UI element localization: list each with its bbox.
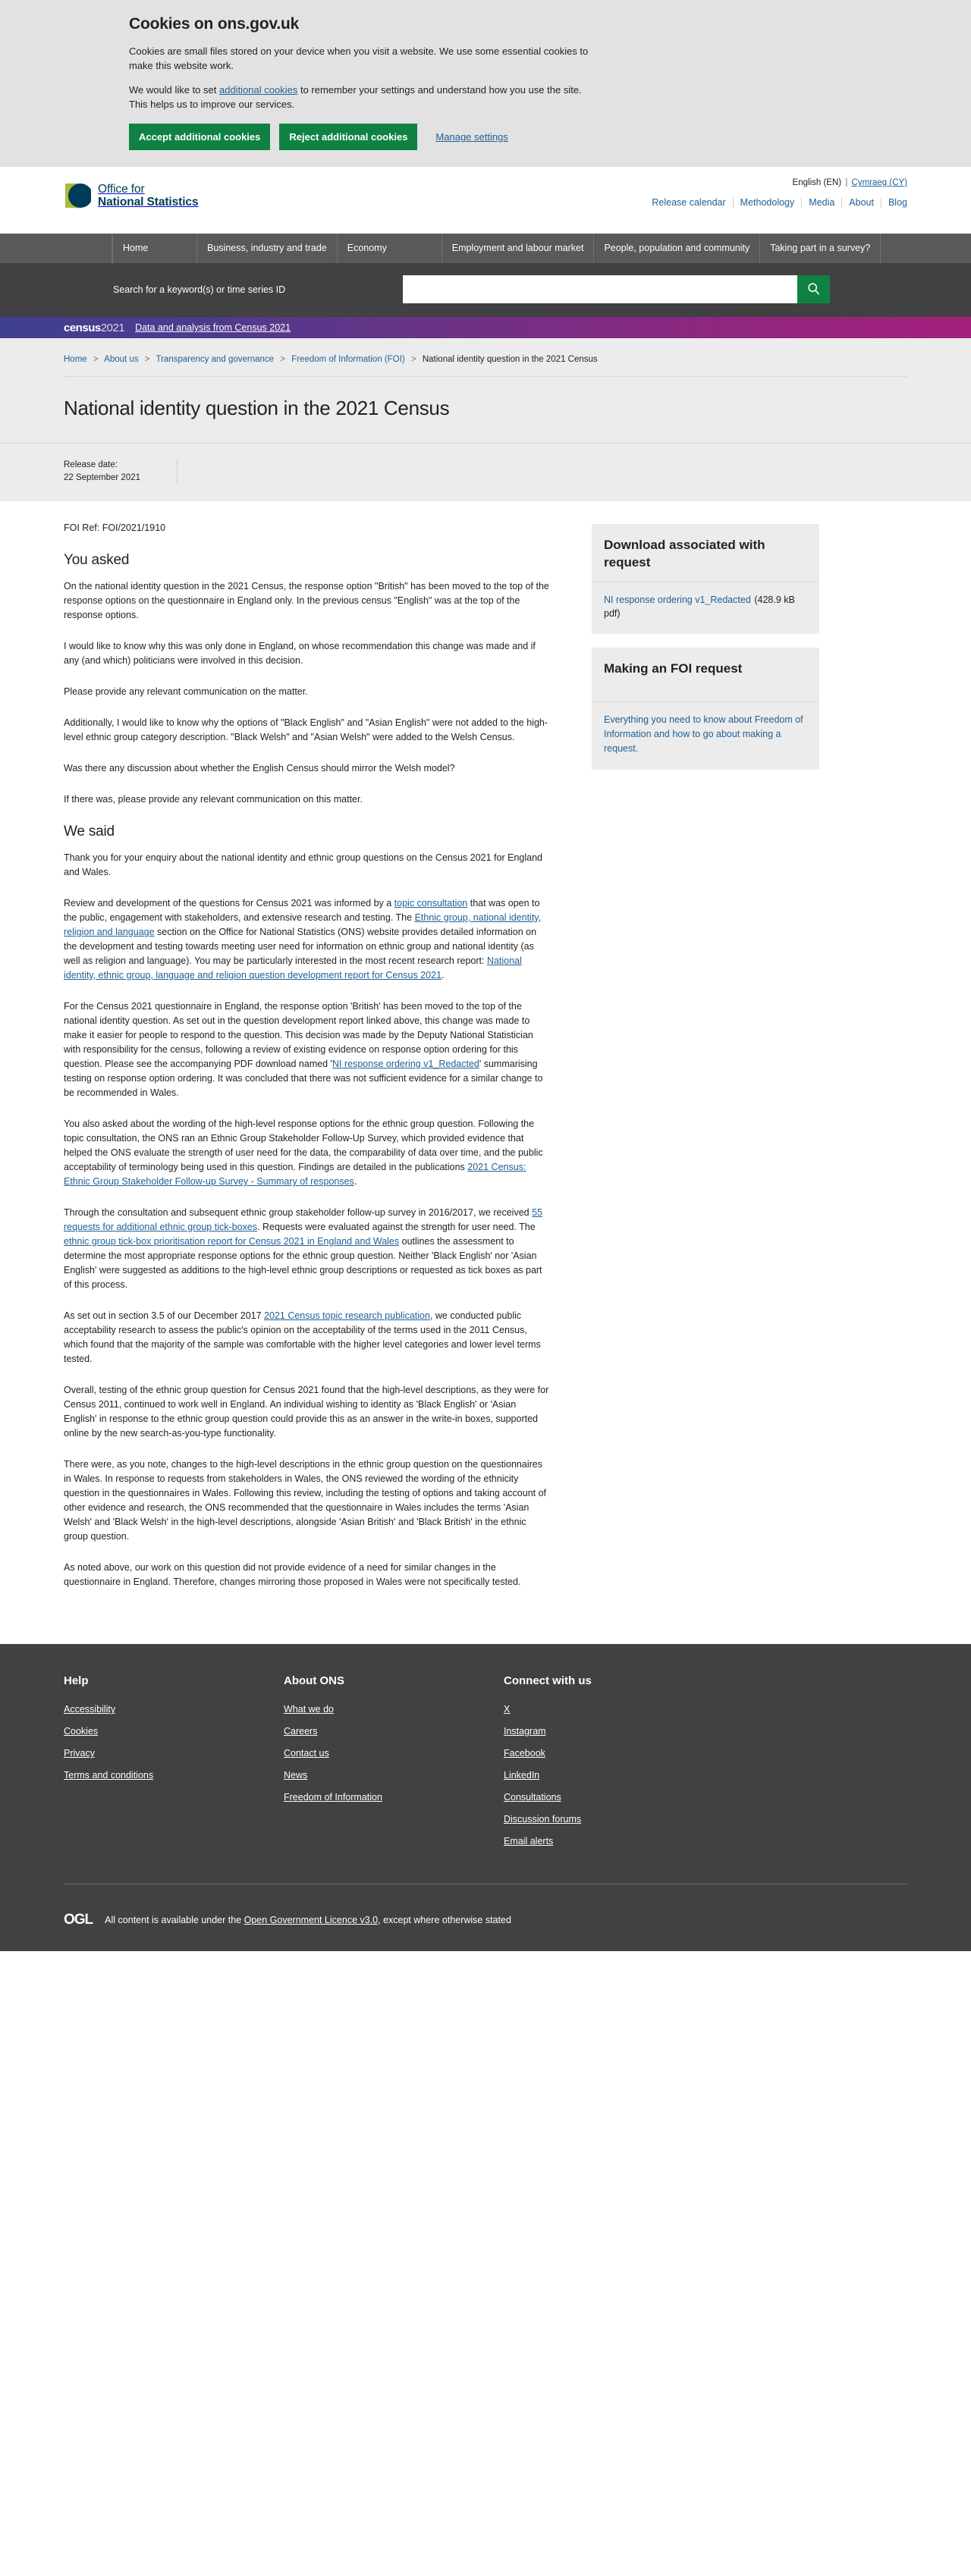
- nav-item-business-industry-and-trade[interactable]: Business, industry and trade: [197, 234, 338, 263]
- stakeholder-survey-summary-link[interactable]: 2021 Census: Ethnic Group Stakeholder Follow-up Survey - Summary of responses: [64, 1162, 526, 1187]
- header-link-methodology[interactable]: Methodology: [734, 197, 803, 208]
- header-link-blog[interactable]: Blog: [888, 197, 907, 208]
- footer-link-email-alerts[interactable]: Email alerts: [504, 1836, 554, 1846]
- we-said-paragraph-7: Overall, testing of the ethnic group question for Census 2021 found that the high-level descriptions, as they were for Census 2011, continued to work well in England. An individual wishing to identity as 'Black English' or 'Asian English' in response to the ethnic group question could provide this as an answer in the write-in boxes, supported online by the new search-as-you-type functionality.: [64, 1385, 549, 1439]
- we-said-paragraph-6: [64, 1309, 549, 1366]
- foi-info-panel-header: [592, 648, 819, 702]
- census-2021-banner: [0, 317, 971, 338]
- footer-link-accessibility[interactable]: Accessibility: [64, 1704, 116, 1715]
- site-footer: [0, 1644, 971, 1951]
- nav-item-employment-and-labour-market[interactable]: Employment and labour market: [442, 234, 595, 263]
- footer-column-about-ons: [284, 1674, 504, 1858]
- download-panel-title: Download associated with request: [604, 538, 765, 569]
- text-run: , we conducted public acceptability research to assess the public's opinion on the acceptability of the terms used in the 2011 Census, which found that the majority of the sample was comfortable with the higher level categories and lower level terms tested.: [64, 1310, 541, 1364]
- nav-item-economy[interactable]: Economy: [338, 234, 442, 263]
- foi-info-panel-text: [604, 713, 807, 756]
- footer-link-freedom-of-information[interactable]: Freedom of Information: [284, 1792, 382, 1803]
- release-date-block: [64, 459, 178, 485]
- census-data-analysis-link[interactable]: Data and analysis from Census 2021: [135, 322, 291, 333]
- release-date-label: Release date:: [64, 460, 118, 469]
- cookie-banner-title: Cookies on ons.gov.uk: [129, 15, 300, 33]
- cookie-banner-actions: [129, 124, 842, 150]
- language-welsh-link[interactable]: Cymraeg (CY): [851, 178, 907, 187]
- foi-reference: FOI Ref: FOI/2021/1910: [64, 522, 166, 533]
- footer-column-connect-with-us: [504, 1674, 724, 1858]
- we-said-paragraph-9: As noted above, our work on this question did not provide evidence of a need for similar changes in the questionnaire in England. Therefore, changes mirroring those proposed in Wales were not specifically tested.: [64, 1562, 521, 1587]
- ons-logo-text: [98, 183, 198, 209]
- header-secondary-nav: [645, 197, 907, 208]
- download-file-link[interactable]: NI response ordering v1_Redacted: [604, 595, 751, 605]
- breadcrumb: [64, 338, 907, 376]
- ons-logo[interactable]: [64, 182, 198, 209]
- we-said-heading: We said: [64, 824, 115, 839]
- text-run: outlines the assessment to determine the most appropriate response options for the ethnic group question. Neither 'Black English' nor 'Asian English' were suggested as additions to the high-level ethnic group descriptions or requested as tick boxes as part of this process.: [64, 1236, 542, 1290]
- you-asked-paragraph: If there was, please provide any relevant communication on this matter.: [64, 794, 363, 805]
- nav-item-people-population-and-community[interactable]: People, population and community: [594, 234, 760, 263]
- breadcrumb-item-about-us[interactable]: About us: [104, 355, 139, 364]
- footer-link-privacy[interactable]: Privacy: [64, 1748, 95, 1759]
- nav-spacer: [46, 234, 112, 263]
- primary-navigation: [0, 234, 971, 263]
- breadcrumb-separator: >: [144, 355, 150, 364]
- download-panel-header: [592, 524, 819, 582]
- text-run: ' summarising testing on response option ordering. It was concluded that there was not sufficient evidence for a similar change to be recommended in Wales.: [64, 1059, 543, 1098]
- we-said-paragraph-1: Thank you for your enquiry about the national identity and ethnic group questions on the Census 2021 for England and Wales.: [64, 852, 542, 877]
- language-separator: |: [845, 178, 848, 187]
- cookie-banner-text-essential: Cookies are small files stored on your device when you visit a website. We use some essential cookies to make this website work.: [129, 45, 589, 71]
- footer-link-news[interactable]: News: [284, 1770, 308, 1781]
- foi-info-panel: [592, 648, 819, 770]
- we-said-paragraph-2: [64, 896, 549, 983]
- ogl-logo-icon: OGL: [64, 1912, 93, 1928]
- breadcrumb-item-freedom-of-information[interactable]: Freedom of Information (FOI): [291, 355, 405, 364]
- tick-box-prioritisation-report-link[interactable]: ethnic group tick-box prioritisation report for Census 2021 in England and Wales: [64, 1236, 400, 1247]
- language-current: English (EN): [792, 178, 842, 187]
- nav-item-taking-part-in-a-survey[interactable]: Taking part in a survey?: [760, 234, 881, 263]
- question-development-report-link[interactable]: National identity, ethnic group, language and religion question development report for Census 2021: [64, 955, 522, 981]
- search-icon: [807, 282, 820, 297]
- search-input[interactable]: [403, 275, 797, 303]
- language-selector: [793, 178, 907, 187]
- we-said-paragraph-3: [64, 999, 549, 1100]
- article-body: [64, 521, 549, 1606]
- footer-link-discussion-forums[interactable]: Discussion forums: [504, 1814, 582, 1825]
- text-run: All content is available under the: [105, 1915, 244, 1925]
- text-run: .: [354, 1176, 357, 1187]
- accept-additional-cookies-button[interactable]: Accept additional cookies: [129, 124, 270, 150]
- cookie-text-part-2: to remember your settings and understand how you use the site. This helps us to improve our services.: [129, 84, 582, 110]
- text-run: that was open to the public, engagement with stakeholders, and extensive research and testing. The: [64, 898, 540, 923]
- census-logo-word: census: [64, 321, 101, 334]
- breadcrumb-item-home[interactable]: Home: [64, 355, 87, 364]
- topic-consultation-link[interactable]: topic consultation: [394, 898, 468, 908]
- ni-response-ordering-link[interactable]: NI response ordering v1_Redacted: [332, 1059, 479, 1069]
- manage-settings-link[interactable]: Manage settings: [435, 131, 508, 143]
- additional-cookies-link[interactable]: additional cookies: [218, 84, 298, 96]
- text-run: Review and development of the questions for Census 2021 was informed by a: [64, 898, 394, 908]
- foi-info-link[interactable]: Everything you need to know about Freedom of Information and how to go about making a request.: [604, 714, 803, 754]
- page-title: National identity question in the 2021 Census: [64, 397, 450, 419]
- header-link-media[interactable]: Media: [802, 197, 842, 208]
- ons-logo-line2: National Statistics: [98, 196, 199, 209]
- footer-heading-about-ons: About ONS: [284, 1674, 344, 1687]
- breadcrumb-separator: >: [280, 355, 285, 364]
- we-said-paragraph-4: [64, 1117, 549, 1189]
- download-panel-body: [592, 582, 819, 634]
- text-run: For the Census 2021 questionnaire in England, the response option 'British' has been moved to the top of the national identity question. As set out in the question development report linked above, this change was made to make it easier for people to respond to the question. This decision was made by the Deputy National Statistician with responsibility for the census, following a review of existing evidence on response option ordering for this question. Please see the accompanying PDF download named ': [64, 1001, 533, 1069]
- text-run: As set out in section 3.5 of our December 2017: [64, 1310, 265, 1321]
- footer-link-facebook[interactable]: Facebook: [504, 1748, 545, 1759]
- cookie-banner: [0, 0, 971, 167]
- we-said-paragraph-5: [64, 1206, 549, 1292]
- footer-link-careers[interactable]: Careers: [284, 1726, 318, 1737]
- open-government-licence-link[interactable]: Open Government Licence v3.0: [244, 1915, 379, 1925]
- we-said-paragraph-8: There were, as you note, changes to the high-level descriptions in the ethnic group question on the questionnaires in Wales. In response to requests from stakeholders in Wales, the ONS reviewed the wording of the ethnicity question in the questionnaires in Wales. Following this review, including the testing of options and taking account of other evidence and research, the ONS recommended that the questionnaire in Wales includes the terms 'Asian Welsh' and 'Black Welsh' in the high-level descriptions, alongside 'Asian British' and 'Black British' in the ethnic group question.: [64, 1459, 547, 1542]
- ethnic-group-section-link[interactable]: Ethnic group, national identity, religion and language: [64, 912, 542, 937]
- census-2021-logo: [64, 322, 124, 334]
- tick-box-requests-link[interactable]: 55 requests for additional ethnic group tick-boxes: [64, 1207, 542, 1232]
- cookie-text-part-1: We would like to set: [129, 84, 219, 96]
- text-run: , except where otherwise stated: [378, 1915, 511, 1925]
- text-run: .: [442, 970, 445, 981]
- text-run: Through the consultation and subsequent ethnic group stakeholder follow-up survey in 2016/2017, we received: [64, 1207, 533, 1218]
- search-bar: [0, 263, 971, 317]
- sidebar: [592, 521, 819, 1606]
- footer-link-linkedin[interactable]: LinkedIn: [504, 1770, 540, 1781]
- release-date-value: 22 September 2021: [64, 473, 141, 482]
- text-run: . Requests were evaluated against the strength for user need. The: [257, 1222, 536, 1232]
- footer-link-consultations[interactable]: Consultations: [504, 1792, 561, 1803]
- ogl-licence-text: [105, 1915, 511, 1925]
- cookie-banner-text-additional: [129, 83, 599, 111]
- download-file-size: (428.9 kB pdf): [604, 595, 795, 619]
- search-label: Search for a keyword(s) or time series ID: [113, 284, 286, 295]
- footer-link-x[interactable]: X: [504, 1704, 511, 1715]
- breadcrumb-current: National identity question in the 2021 Census: [422, 355, 598, 364]
- header-link-release-calendar[interactable]: Release calendar: [645, 197, 733, 208]
- reject-additional-cookies-button[interactable]: Reject additional cookies: [279, 124, 417, 150]
- text-run: section on the Office for National Statistics (ONS) website provides detailed information on the development and testing towards meeting user need for information on ethnic group and national identity (as well as religion and language). You may be particularly interested in the most recent research report:: [64, 927, 537, 966]
- topic-research-publication-link[interactable]: 2021 Census topic research publication: [264, 1310, 430, 1321]
- you-asked-paragraph: Additionally, I would like to know why the options of "Black English" and "Asian English" were not added to the high-level ethnic group category description. "Black Welsh" and "Asian Welsh" were added to the Welsh Census.: [64, 717, 548, 742]
- census-logo-year: 2021: [100, 321, 125, 334]
- you-asked-paragraph: Was there any discussion about whether the English Census should mirror the Welsh model?: [64, 763, 455, 773]
- header-link-about[interactable]: About: [842, 197, 881, 208]
- you-asked-heading: You asked: [64, 552, 130, 568]
- search-submit-button[interactable]: [797, 275, 830, 303]
- main-content: [0, 501, 971, 1644]
- footer-link-what-we-do[interactable]: What we do: [284, 1704, 335, 1715]
- you-asked-paragraph: On the national identity question in the 2021 Census, the response option "British" has been moved to the top of the response options on the questionnaire in England only. In the previous census "English" was at the top of the response options.: [64, 581, 549, 620]
- footer-heading-connect-with-us: Connect with us: [504, 1674, 592, 1687]
- you-asked-paragraph: Please provide any relevant communication on the matter.: [64, 686, 308, 697]
- download-panel: [592, 524, 819, 634]
- foi-info-panel-title: Making an FOI request: [604, 661, 743, 676]
- breadcrumb-separator: >: [410, 355, 416, 364]
- you-asked-paragraph: I would like to know why this was only done in England, on whose recommendation this change was made and if any (and which) politicians were involved in this decision.: [64, 641, 536, 666]
- text-run: You also asked about the wording of the high-level response options for the ethnic group question. Following the topic consultation, the ONS ran an Ethnic Group Stakeholder Follow-Up Survey, which provided evidence that helped the ONS evaluate the strength of user need for the data, the comparability of data over time, and the public acceptability of terminology being used in this question. Findings are detailed in the publications: [64, 1119, 543, 1172]
- ons-logo-icon: [64, 182, 91, 209]
- footer-link-terms-and-conditions[interactable]: Terms and conditions: [64, 1770, 154, 1781]
- breadcrumb-band: [0, 338, 971, 443]
- breadcrumb-separator: >: [93, 355, 99, 364]
- footer-column-help: [64, 1674, 284, 1858]
- foi-info-panel-body: [592, 702, 819, 770]
- release-meta-band: [0, 443, 971, 501]
- footer-link-instagram[interactable]: Instagram: [504, 1726, 546, 1737]
- footer-link-contact-us[interactable]: Contact us: [284, 1748, 329, 1759]
- footer-link-cookies[interactable]: Cookies: [64, 1726, 99, 1737]
- nav-item-home[interactable]: Home: [112, 234, 197, 263]
- site-header: [0, 167, 971, 338]
- ons-logo-line1: Office for: [98, 182, 145, 196]
- breadcrumb-item-transparency-and-governance[interactable]: Transparency and governance: [156, 355, 275, 364]
- footer-heading-help: Help: [64, 1674, 89, 1687]
- ogl-licence-row: [64, 1884, 907, 1928]
